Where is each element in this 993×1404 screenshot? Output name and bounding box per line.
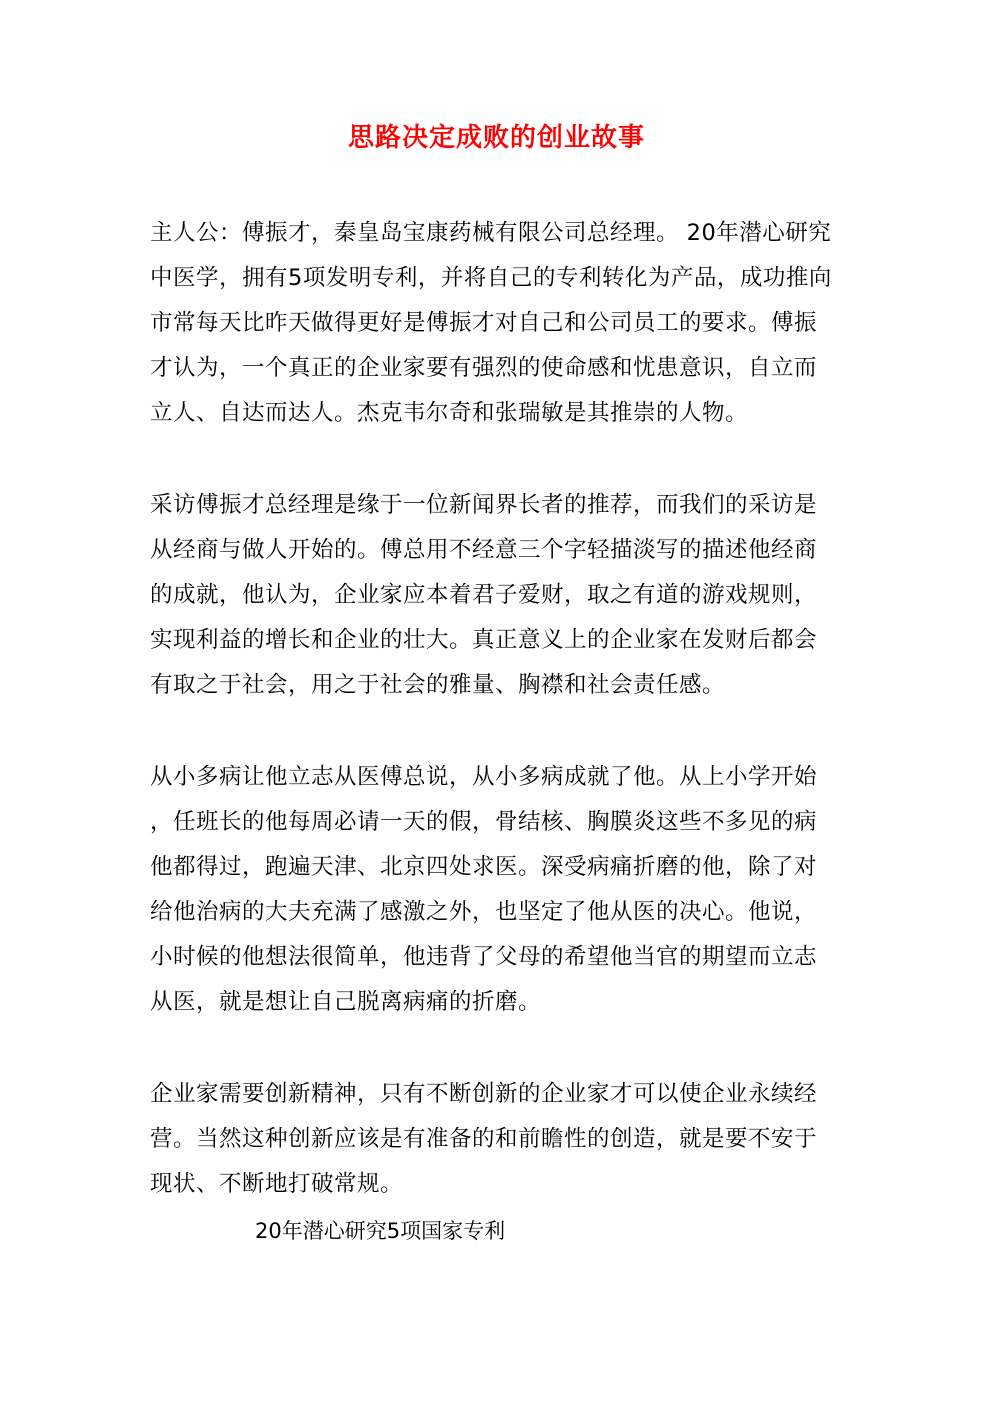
text-line: 从医，就是想让自己脱离病痛的折磨。	[150, 989, 542, 1015]
paragraph-2	[150, 483, 840, 708]
text-line: 有取之于社会，用之于社会的雅量、胸襟和社会责任感。	[150, 672, 726, 698]
text-line: 现状、不断地打破常规。	[150, 1171, 404, 1197]
text-line: 企业家需要创新精神，只有不断创新的企业家才可以使企业永续经	[150, 1081, 818, 1107]
document-title: 思路决定成败的创业故事	[347, 123, 645, 153]
text-line: 中医学，拥有5项发明专利，并将自己的专利转化为产品，成功推向	[150, 265, 832, 291]
text-line: 从经商与做人开始的。傅总用不经意三个字轻描淡写的描述他经商	[150, 537, 818, 563]
text-line: 立人、自达而达人。杰克韦尔奇和张瑞敏是其推崇的人物。	[150, 400, 749, 426]
text-line: 才认为，一个真正的企业家要有强烈的使命感和忧患意识，自立而	[150, 355, 818, 381]
paragraph-4	[150, 1072, 840, 1207]
text-line: 实现利益的增长和企业的壮大。真正意义上的企业家在发财后都会	[150, 627, 818, 653]
text-line: ，任班长的他每周必请一天的假，骨结核、胸膜炎这些不多见的病	[150, 809, 818, 835]
text-line: 小时候的他想法很简单，他违背了父母的希望他当官的期望而立志	[150, 944, 818, 970]
section-subheading: 20年潜心研究5项国家专利	[255, 1219, 506, 1243]
text-line: 采访傅振才总经理是缘于一位新闻界长者的推荐，而我们的采访是	[150, 492, 818, 518]
text-line: 主人公：傅振才，秦皇岛宝康药械有限公司总经理。 20年潜心研究	[150, 220, 832, 246]
text-line: 的成就，他认为，企业家应本着君子爱财，取之有道的游戏规则，	[150, 582, 818, 608]
paragraph-1	[150, 211, 840, 436]
text-line: 从小多病让他立志从医傅总说，从小多病成就了他。从上小学开始	[150, 764, 818, 790]
text-line: 市常每天比昨天做得更好是傅振才对自己和公司员工的要求。傅振	[150, 310, 818, 336]
text-line: 他都得过，跑遍天津、北京四处求医。深受病痛折磨的他，除了对	[150, 854, 818, 880]
text-line: 营。当然这种创新应该是有准备的和前瞻性的创造，就是要不安于	[150, 1126, 818, 1152]
paragraph-3	[150, 755, 840, 1025]
text-line: 给他治病的大夫充满了感激之外，也坚定了他从医的决心。他说，	[150, 899, 818, 925]
